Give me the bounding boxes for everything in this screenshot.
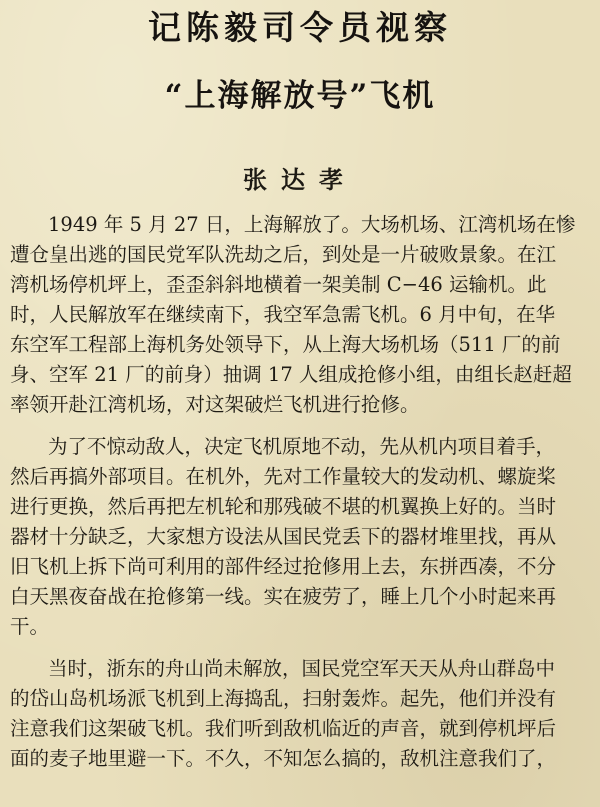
text-line: 干。 bbox=[10, 615, 50, 638]
article-author: 张达孝 bbox=[243, 165, 357, 194]
article-body bbox=[10, 210, 590, 786]
text-line: 进行更换，然后再把左机轮和那残破不堪的机翼换上好的。当时 bbox=[10, 495, 557, 518]
text-line: 身、空军 21 厂的前身）抽调 17 人组成抢修小组，由组长赵赶超 bbox=[10, 363, 572, 386]
text-line: 遭仓皇出逃的国民党军队洗劫之后，到处是一片破败景象。在江 bbox=[10, 243, 557, 266]
text-line: 为了不惊动敌人，决定飞机原地不动，先从机内项目着手， bbox=[48, 435, 556, 458]
text-line: 时，人民解放军在继续南下，我空军急需飞机。6 月中旬，在华 bbox=[10, 303, 556, 326]
article-title-line2: “上海解放号”飞机 bbox=[164, 78, 436, 114]
text-line: 率领开赴江湾机场，对这架破烂飞机进行抢修。 bbox=[10, 393, 420, 416]
text-line: 当时，浙东的舟山尚未解放，国民党空军天天从舟山群岛中 bbox=[48, 657, 556, 680]
text-line: 然后再搞外部项目。在机外，先对工作量较大的发动机、螺旋桨 bbox=[10, 465, 557, 488]
article-title-line1: 记陈毅司令员视察 bbox=[148, 8, 452, 47]
text-line: 1949 年 5 月 27 日，上海解放了。大场机场、江湾机场在惨 bbox=[48, 213, 576, 236]
paragraph-3 bbox=[10, 654, 590, 774]
text-line: 东空军工程部上海机务处领导下，从上海大场机场（511 厂的前 bbox=[10, 333, 561, 356]
text-line: 湾机场停机坪上，歪歪斜斜地横着一架美制 C−46 运输机。此 bbox=[10, 273, 547, 296]
text-line: 的岱山岛机场派飞机到上海捣乱，扫射轰炸。起先，他们并没有 bbox=[10, 687, 557, 710]
paragraph-2 bbox=[10, 432, 590, 642]
text-line: 旧飞机上拆下尚可利用的部件经过抢修用上去，东拼西凑，不分 bbox=[10, 555, 557, 578]
text-line: 白天黑夜奋战在抢修第一线。实在疲劳了，睡上几个小时起来再 bbox=[10, 585, 557, 608]
text-line: 器材十分缺乏，大家想方设法从国民党丢下的器材堆里找，再从 bbox=[10, 525, 557, 548]
text-line: 注意我们这架破飞机。我们听到敌机临近的声音，就到停机坪后 bbox=[10, 717, 557, 740]
paragraph-1 bbox=[10, 210, 590, 420]
text-line: 面的麦子地里避一下。不久，不知怎么搞的，敌机注意我们了， bbox=[10, 747, 557, 770]
